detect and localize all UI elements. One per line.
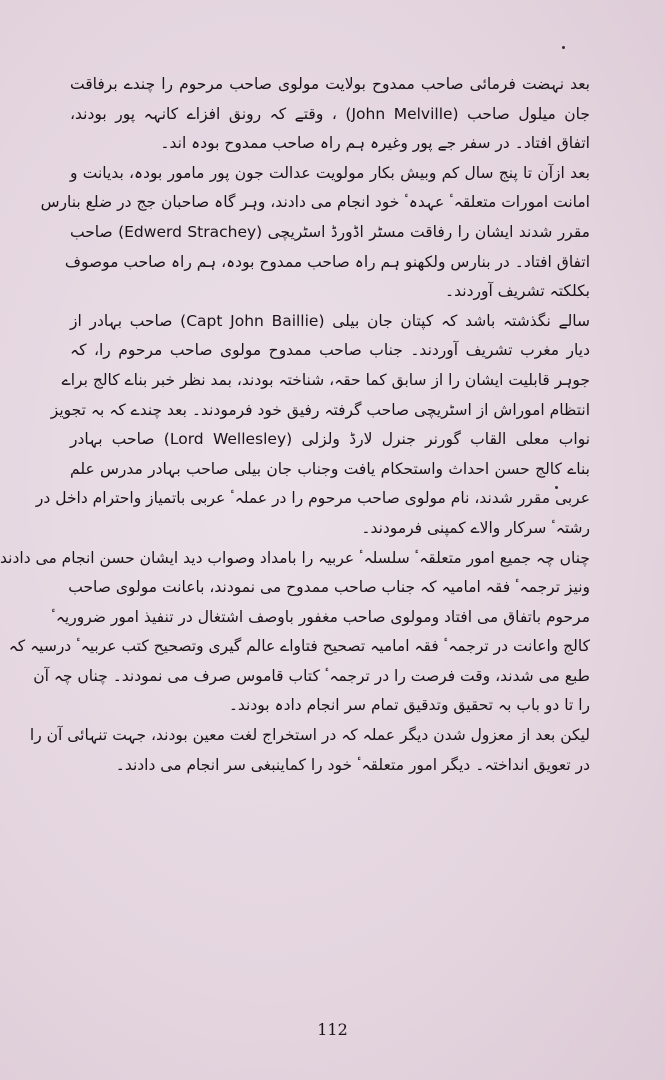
- text-line: اتفاق افتاد۔ در بنارس ولکھنو ہم راہ صاحب ممدوح بودہ، ہم راہ صاحب موصوف: [64, 252, 590, 271]
- text-line: کالج واعانت در ترجمہٴ فقہ امامیہ تصحیح فتاواے عالم گیری وتصحیح کتب عربیہٴ درسیہ کہ: [8, 637, 590, 656]
- text-line: بعد ازآن تا پنج سال کم وبیش بکار مولویت عدالت جون پور مامور بودہ، بدیانت و: [70, 163, 590, 182]
- text-line: اتفاق افتاد۔ در سفر جے پور وغیرہ ہم راہ صاحب ممدوح بودہ اند۔: [160, 134, 590, 153]
- text-line: عربی مقرر شدند، نام مولوی صاحب مرحوم را در عملہٴ عربی باتمیاز واحترام داخل در: [35, 489, 590, 508]
- text-line: در تعویق انداختہ۔ دیگر امور متعلقہٴ خود را کماینبغی سر انجام می دادند۔: [115, 755, 590, 774]
- body-text: [0, 70, 591, 780]
- text-line: چناں چہ جمیع امور متعلقہٴ سلسلہٴ عربیہ را بامداد وصواب دید ایشان حسن انجام می دادند: [0, 548, 590, 567]
- text-line: انتظام اموراش از اسٹریچی صاحب گرفتہ رفیق خود فرمودند۔ بعد چندے کہ بہ تجویز: [50, 400, 590, 419]
- ink-speck: [562, 46, 565, 49]
- text-line: نواب معلی القاب گورنر جنرل لارڈ ولزلی (Lord Wellesley) صاحب بہادر: [70, 430, 591, 449]
- text-line: دیار مغرب تشریف آوردند۔ جناب صاحب ممدوح مولوی صاحب مرحوم را، کہ: [70, 341, 590, 360]
- text-line: ونیز ترجمہٴ فقہ امامیہ کہ جناب صاحب ممدوح می نمودند، باعانت مولوی صاحب: [68, 578, 590, 597]
- text-line: بکلکتہ تشریف آوردند۔: [445, 282, 590, 301]
- text-line: مرحوم باتفاق می افتاد ومولوی صاحب مغفور باوصف اشتغال در تنفیذ امور ضروریہٴ: [51, 607, 590, 626]
- text-line: مقرر شدند ایشان را رفاقت مسٹر اڈورڈ اسٹریچی (Edwerd Strachey) صاحب: [70, 222, 590, 241]
- text-line: بناے کالج حسن احداث واستحکام یافت وجناب جان بیلی صاحب بہادر مدرس علم: [70, 459, 590, 478]
- text-line: سالے نگذشتہ باشد کہ کپتان جان بیلی (Capt John Baillie) صاحب بہادر از: [70, 311, 591, 330]
- text-line: جان میلول صاحب (John Melville) ، وقتے کہ رونق افزاے کانہہ پور بودند،: [70, 104, 590, 123]
- text-line: طبع می شدند، وقت فرصت را در ترجمہٴ کتاب قاموس صرف می نمودند۔ چناں چہ آن: [33, 666, 590, 685]
- text-line: را تا دو باب بہ تحقیق وتدقیق تمام سر انجام دادہ بودند۔: [228, 696, 590, 715]
- text-line: جوہر قابلیت ایشان را از سابق کما حقہ، شناختہ بودند، بمد نظر خبر بناے کالج براے: [61, 370, 590, 389]
- text-line: بعد نہضت فرمائی صاحب ممدوح بولایت مولوی صاحب مرحوم را چندے برفاقت: [70, 75, 590, 93]
- text-line: رشتہٴ سرکار والاے کمپنی فرمودند۔: [361, 518, 590, 537]
- page-number: 112: [317, 1020, 348, 1039]
- text-line: امانت امورات متعلقہٴ عہدہٴ خود انجام می دادند، وہر گاہ صاحبان جج در ضلع بنارس: [40, 193, 590, 212]
- text-line: لیکن بعد از معزول شدن دیگر عملہ کہ در استخراج لغت معین بودند، جہت تنہائی آن را: [29, 726, 590, 745]
